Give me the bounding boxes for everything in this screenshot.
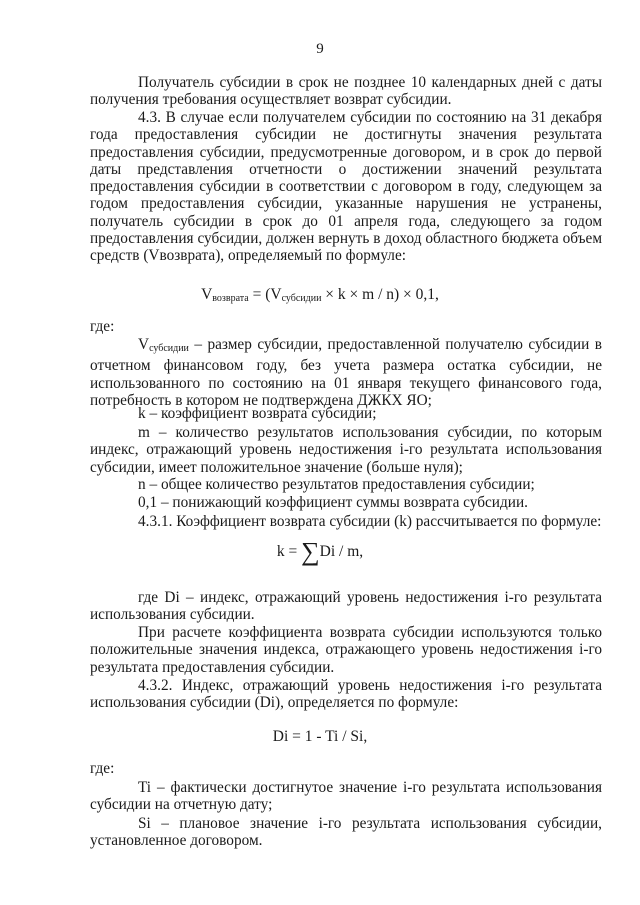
formula-v-return-lhs-sub: возврата — [212, 293, 249, 304]
where-label-1: где: — [90, 318, 115, 335]
paragraph-positive-values: При расчете коэффициента возврата субсидии используются только положительные значения индекса, отражающего уровень недостижения i-го результата предоставления субсидии. — [90, 624, 602, 676]
page-number: 9 — [316, 41, 324, 57]
formula-di: Di = 1 - Ti / Si, — [272, 728, 368, 745]
formula-k — [0, 537, 640, 566]
paragraph-4-3: 4.3. В случае если получателем субсидии по состоянию на 31 декабря года предоставления субсидии не достигнуты значения результата предоставления субсидии, предусмотренные договором, и в срок до первой даты представления отчетности о достижении значений результата предоставления субсидии в соответствии с договором в году, следующем за годом предоставления субсидии, указанные нарушения не устранены, получатель субсидии в срок до 01 апреля года, следующего за годом предоставления субсидии, должен вернуть в доход областного бюджета объем средств (Vвозврата), определяемый по формуле: — [90, 109, 602, 265]
sum-symbol: ∑ — [301, 537, 320, 566]
formula-k-left: k = — [276, 543, 302, 560]
formula-v-return-lhs: V — [201, 286, 213, 303]
formula-v-return-mid: = (V — [248, 286, 282, 303]
formula-v-return-rhs: × k × m / n) × 0,1, — [321, 286, 439, 303]
formula-v-return — [0, 286, 640, 304]
definition-v-text: – размер субсидии, предоставленной получателю субсидии в отчетном финансовом году, без учета размера остатка субсидии, не использованного по состоянию на 01 января текущего финансового года, потребность в котором не подтверждена ДЖКХ ЯО; — [90, 336, 602, 409]
definition-v-symbol: V — [138, 336, 150, 353]
where-label-2: где: — [90, 760, 115, 777]
definition-n: n – общее количество результатов предоставления субсидии; — [138, 476, 535, 493]
definition-m: m – количество результатов использования субсидии, по которым индекс, отражающий уровень недостижения i-го результата использования субсидии, имеет положительное значение (больше нуля); — [90, 424, 602, 476]
definition-si: Si – плановое значение i-го результата использования субсидии, установленное договором. — [90, 815, 602, 850]
formula-k-right: Di / m, — [319, 543, 364, 560]
formula-v-return-mid-sub: субсидии — [281, 293, 322, 304]
definition-v-subsidy — [90, 336, 602, 409]
definition-0-1: 0,1 – понижающий коэффициент суммы возврата субсидии. — [138, 494, 528, 511]
definition-k: k – коэффициент возврата субсидии; — [138, 405, 377, 422]
paragraph-4-3-2: 4.3.2. Индекс, отражающий уровень недостижения i-го результата использования субсидии (Di), определяется по формуле: — [90, 677, 602, 712]
definition-v-subscript: субсидии — [149, 343, 189, 354]
paragraph-4-3-1: 4.3.1. Коэффициент возврата субсидии (k) рассчитывается по формуле: — [138, 513, 602, 530]
definition-di: где Di – индекс, отражающий уровень недостижения i-го результата использования субсидии. — [90, 589, 602, 624]
definition-ti: Ti – фактически достигнутое значение i-го результата использования субсидии на отчетную дату; — [90, 779, 602, 814]
paragraph-refund-deadline: Получатель субсидии в срок не позднее 10 календарных дней с даты получения требования осуществляет возврат субсидии. — [90, 74, 602, 109]
